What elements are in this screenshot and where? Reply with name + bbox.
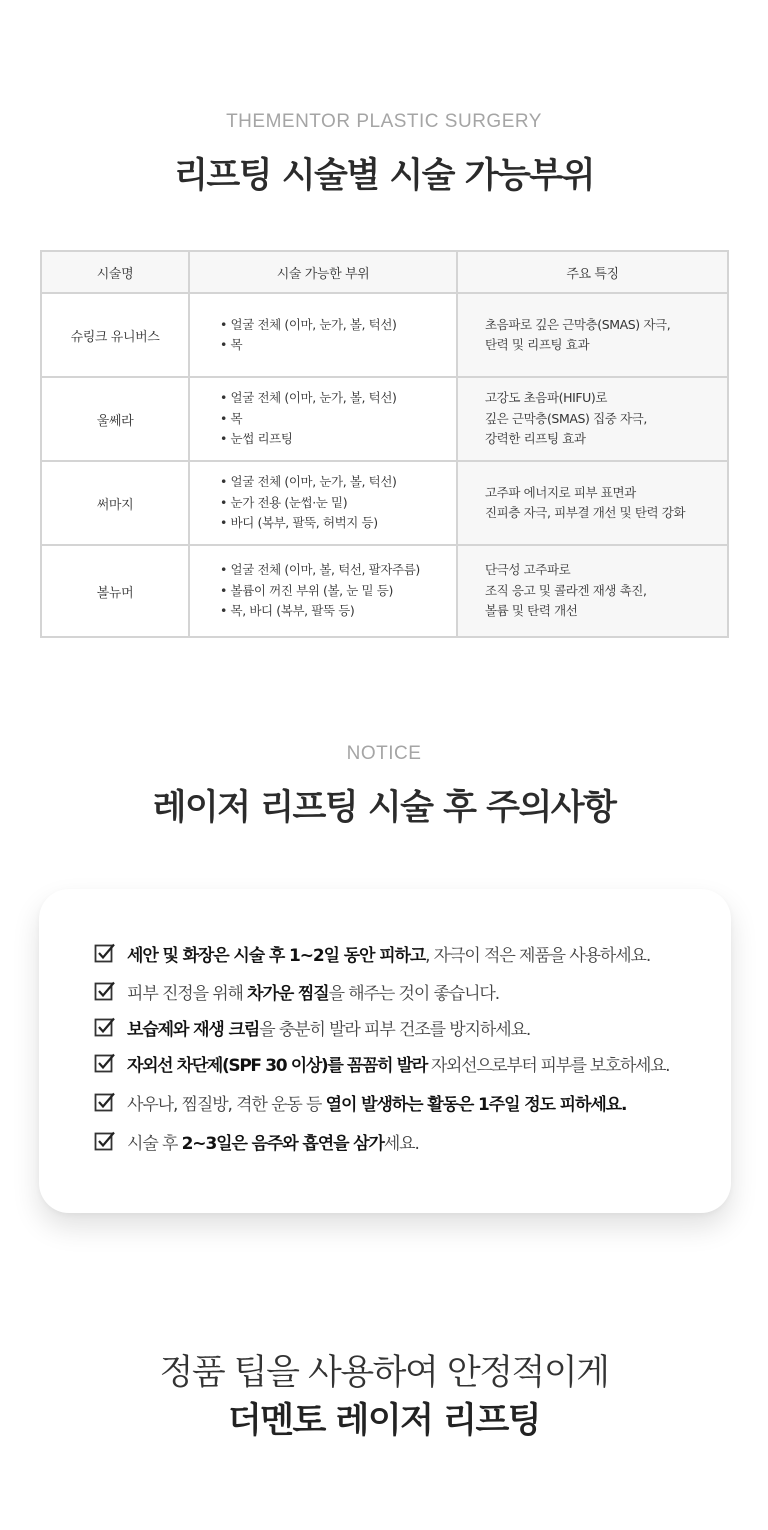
table-row (41, 545, 728, 637)
parts-line: • 얼굴 전체 (이마, 눈가, 볼, 턱선) (220, 472, 456, 493)
notice-text: 을 해주는 것이 좋습니다. (328, 983, 500, 1004)
feature-line: 볼륨 및 탄력 개선 (485, 603, 578, 619)
notice-bold: 차가운 찜질 (247, 983, 329, 1004)
table-row (41, 293, 728, 377)
closing-line: 정품 팁을 사용하여 안정적이게 (159, 1353, 609, 1393)
notice-item (94, 1089, 626, 1115)
notice-text: 세요. (383, 1133, 419, 1154)
notice-text: 자외선으로부터 피부를 보호하세요. (426, 1055, 670, 1076)
checkbox-check-icon (94, 942, 116, 964)
notice-item (94, 1128, 419, 1154)
notice-text: 을 충분히 발라 피부 건조를 방지하세요. (259, 1019, 531, 1040)
feature-line: 초음파로 깊은 근막층(SMAS) 자극, (485, 316, 671, 332)
procedure-table (40, 250, 727, 638)
notice-text: 사우나, 찜질방, 격한 운동 등 (127, 1094, 326, 1115)
notice-item (94, 978, 499, 1004)
parts-line: • 바디 (복부, 팔뚝, 허벅지 등) (220, 513, 456, 534)
parts-line: • 얼굴 전체 (이마, 눈가, 볼, 턱선) (220, 315, 456, 336)
table-header-row (41, 251, 728, 293)
table-row (41, 377, 728, 461)
feature-line: 탄력 및 리프팅 효과 (485, 337, 590, 352)
notice-card (39, 889, 731, 1213)
checkbox-check-icon (94, 1091, 116, 1113)
section-eyebrow: THEMENTOR PLASTIC SURGERY (226, 111, 542, 132)
procedure-parts (189, 293, 457, 377)
parts-line: • 목, 바디 (복부, 팔뚝 등) (220, 601, 456, 622)
procedure-name: 울쎄라 (41, 377, 189, 461)
notice-item (94, 1050, 669, 1076)
feature-line: 진피층 자극, 피부결 개선 및 탄력 강화 (485, 505, 686, 520)
procedure-name: 슈링크 유니버스 (41, 293, 189, 377)
notice-bold: 2~3일은 음주와 흡연을 삼가 (181, 1133, 384, 1154)
parts-line: • 눈썹 리프팅 (220, 429, 456, 450)
procedure-features (457, 461, 728, 545)
notice-item (94, 1014, 530, 1040)
notice-text: 피부 진정을 위해 (127, 983, 248, 1004)
feature-line: 강력한 리프팅 효과 (485, 431, 586, 447)
parts-line: • 얼굴 전체 (이마, 눈가, 볼, 턱선) (220, 388, 456, 409)
notice-item (94, 940, 650, 966)
checkbox-check-icon (94, 1130, 116, 1152)
parts-line: • 목 (220, 409, 456, 430)
notice-bold: 열이 발생하는 활동은 1주일 정도 피하세요. (325, 1094, 627, 1115)
checkbox-check-icon (94, 1016, 116, 1038)
feature-line: 고강도 초음파(HIFU)로 (485, 390, 608, 406)
parts-line: • 눈가 전용 (눈썹·눈 밑) (220, 493, 456, 514)
notice-bold: 자외선 차단제(SPF 30 이상)를 꼼꼼히 발라 (127, 1055, 427, 1076)
notice-bold: 보습제와 재생 크림 (127, 1019, 260, 1040)
procedure-parts (189, 461, 457, 545)
feature-line: 고주파 에너지로 피부 표면과 (485, 484, 636, 500)
procedure-parts (189, 545, 457, 637)
procedure-features (457, 293, 728, 377)
feature-line: 깊은 근막층(SMAS) 집중 자극, (485, 410, 647, 426)
section-title: 리프팅 시술별 시술 가능부위 (174, 156, 594, 196)
checkbox-check-icon (94, 980, 116, 1002)
procedure-name: 볼뉴머 (41, 545, 189, 637)
table-header-cell: 시술명 (41, 251, 189, 293)
section-title: 레이저 리프팅 시술 후 주의사항 (152, 788, 616, 828)
table-header-cell: 시술 가능한 부위 (189, 251, 457, 293)
procedure-features (457, 545, 728, 637)
feature-line: 조직 응고 및 콜라겐 재생 촉진, (485, 582, 647, 598)
procedure-parts (189, 377, 457, 461)
section-eyebrow: NOTICE (346, 743, 422, 764)
procedure-features (457, 377, 728, 461)
notice-text: , 자극이 적은 제품을 사용하세요. (425, 945, 651, 966)
parts-line: • 얼굴 전체 (이마, 볼, 턱선, 팔자주름) (220, 560, 456, 581)
checkbox-check-icon (94, 1052, 116, 1074)
parts-line: • 목 (220, 335, 456, 356)
table-header-cell: 주요 특징 (457, 251, 728, 293)
closing-brand-line: 더멘토 레이저 리프팅 (227, 1401, 541, 1441)
notice-text: 시술 후 (127, 1133, 182, 1154)
notice-bold: 세안 및 화장은 시술 후 1~2일 동안 피하고 (127, 945, 426, 966)
feature-line: 단극성 고주파로 (485, 562, 571, 578)
table-row (41, 461, 728, 545)
procedure-name: 써마지 (41, 461, 189, 545)
parts-line: • 볼륨이 꺼진 부위 (볼, 눈 밑 등) (220, 581, 456, 602)
